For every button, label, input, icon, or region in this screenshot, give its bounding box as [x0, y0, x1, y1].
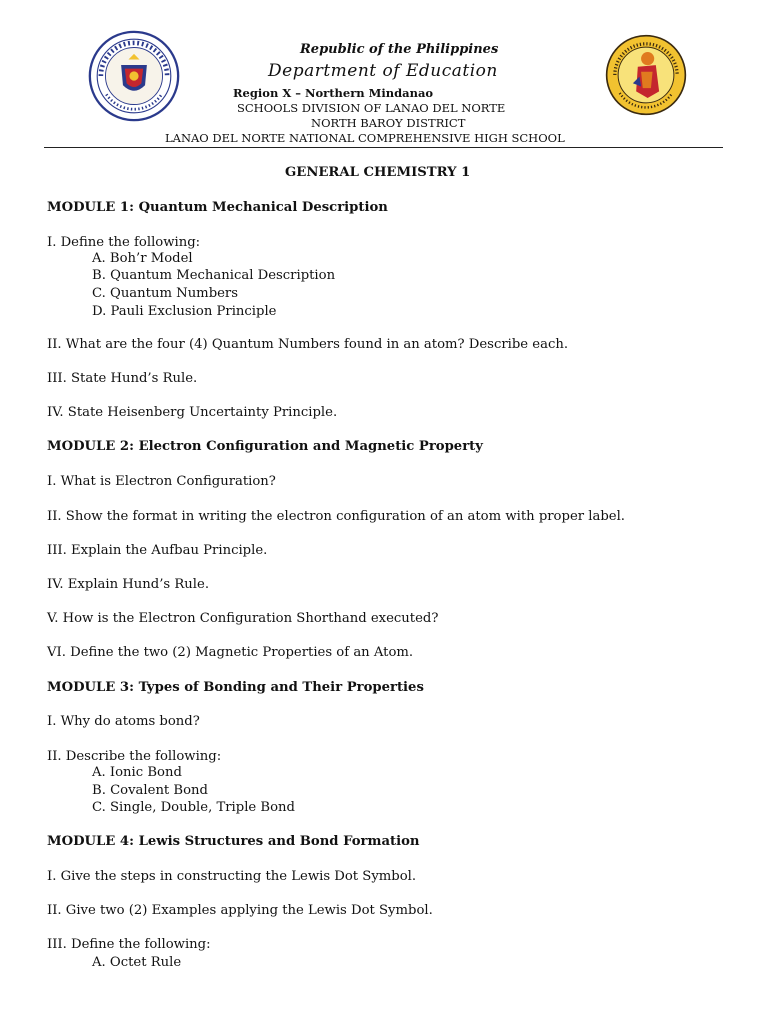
division-label: SCHOOLS DIVISION OF LANAO DEL NORTE: [237, 101, 506, 115]
module-4-q2: II. Give two (2) Examples applying the Lewis Dot Symbol.: [47, 903, 433, 918]
module-3-q1: I. Why do atoms bond?: [47, 714, 200, 729]
module-1-heading: MODULE 1: Quantum Mechanical Description: [47, 200, 388, 215]
region-label: Region X – Northern Mindanao: [233, 86, 434, 100]
module-3-q2: II. Describe the following:: [47, 749, 222, 764]
header-divider: [44, 147, 723, 148]
module-3-q2-item-c: C. Single, Double, Triple Bond: [92, 800, 295, 815]
module-3-q2-item-a: A. Ionic Bond: [92, 765, 182, 780]
module-1-q3: III. State Hund’s Rule.: [47, 371, 198, 386]
module-1-q1-item-d: D. Pauli Exclusion Principle: [92, 304, 277, 319]
school-name: LANAO DEL NORTE NATIONAL COMPREHENSIVE HIGH SCHOOL: [165, 131, 565, 145]
module-2-q2: II. Show the format in writing the electron configuration of an atom with proper label.: [47, 509, 625, 524]
module-3-q2-item-b: B. Covalent Bond: [92, 783, 208, 798]
department-label: Department of Education: [268, 61, 498, 81]
module-2-q5: V. How is the Electron Configuration Shorthand executed?: [47, 611, 439, 626]
module-1-q1-item-b: B. Quantum Mechanical Description: [92, 268, 336, 283]
module-1-q1: I. Define the following:: [47, 235, 201, 250]
module-1-q1-item-a: A. Boh’r Model: [92, 251, 193, 266]
module-1-q4: IV. State Heisenberg Uncertainty Principle.: [47, 405, 338, 420]
module-1-q1-item-c: C. Quantum Numbers: [92, 286, 239, 301]
module-2-q3: III. Explain the Aufbau Principle.: [47, 543, 268, 558]
module-2-q4: IV. Explain Hund’s Rule.: [47, 577, 210, 592]
district-label: NORTH BAROY DISTRICT: [311, 116, 466, 130]
module-2-q6: VI. Define the two (2) Magnetic Properties of an Atom.: [47, 645, 414, 660]
module-2-q1: I. What is Electron Configuration?: [47, 474, 276, 489]
school-seal-icon: [605, 34, 687, 116]
module-2-heading: MODULE 2: Electron Configuration and Magnetic Property: [47, 439, 483, 454]
module-4-q3: III. Define the following:: [47, 937, 211, 952]
module-4-heading: MODULE 4: Lewis Structures and Bond Formation: [47, 834, 420, 849]
letterhead: [0, 0, 768, 150]
republic-label: Republic of the Philippines: [300, 42, 499, 57]
document-title: GENERAL CHEMISTRY 1: [285, 165, 471, 180]
module-3-heading: MODULE 3: Types of Bonding and Their Properties: [47, 680, 424, 695]
deped-seal-icon: [88, 30, 180, 122]
module-4-q1: I. Give the steps in constructing the Lewis Dot Symbol.: [47, 869, 417, 884]
module-4-q3-item-a: A. Octet Rule: [92, 955, 182, 970]
module-1-q2: II. What are the four (4) Quantum Numbers found in an atom? Describe each.: [47, 337, 569, 352]
